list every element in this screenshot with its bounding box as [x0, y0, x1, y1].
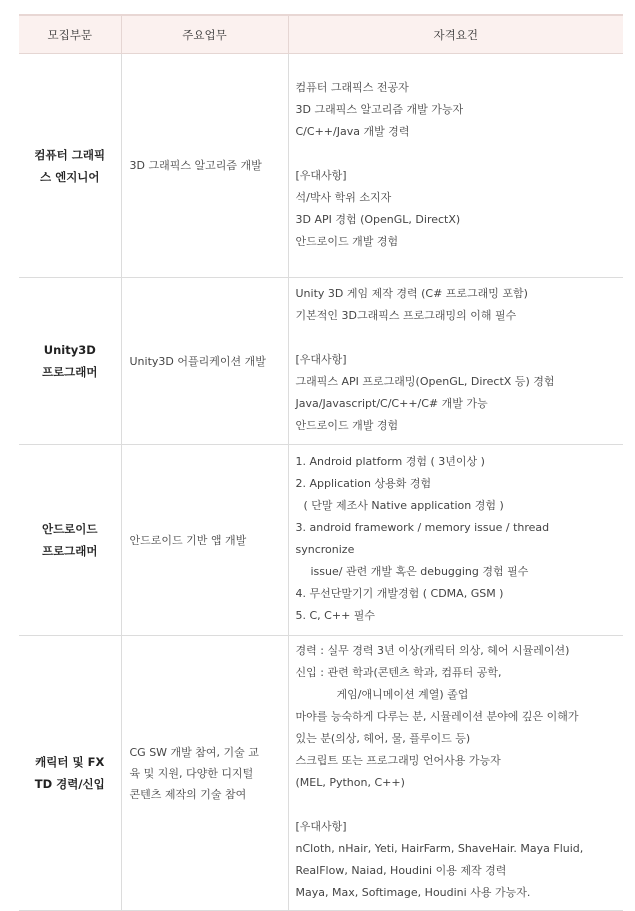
blank-line [296, 327, 617, 349]
requirement-line: Unity 3D 게임 제작 경력 (C# 프로그래밍 포함) [295, 287, 528, 300]
requirement-line: 있는 분(의상, 헤어, 물, 플루이드 등) [295, 732, 471, 745]
requirement-line: 1. Android platform 경험 ( 3년이상 ) [295, 455, 485, 468]
requirements-cell [288, 54, 623, 278]
duty-cell [121, 278, 288, 445]
dept-line: 프로그래머 [41, 544, 98, 558]
table-row [19, 54, 623, 278]
requirement-line: 5. C, C++ 필수 [295, 609, 376, 622]
requirements-cell [288, 445, 623, 636]
requirement-line: 3D API 경험 (OpenGL, DirectX) [295, 212, 461, 226]
requirement-line: 4. 무선단말기기 개발경험 ( CDMA, GSM ) [295, 587, 504, 600]
requirement-line: 안드로이드 개발 경험 [295, 234, 399, 248]
requirement-line: nCloth, nHair, Yeti, HairFarm, ShaveHair. Maya Fluid, [295, 842, 584, 855]
duty-line: 안드로이드 기반 앱 개발 [129, 533, 247, 547]
dept-cell [19, 636, 121, 911]
requirement-line: 기본적인 3D그래픽스 프로그래밍의 이해 필수 [295, 309, 517, 322]
requirement-line: (MEL, Python, C++) [295, 776, 405, 789]
requirement-line: 안드로이드 개발 경험 [295, 419, 399, 432]
header-duty: 주요업무 [121, 15, 288, 54]
requirement-line: 스크립트 또는 프로그래밍 언어사용 가능자 [295, 754, 501, 767]
blank-line [296, 794, 617, 816]
dept-line: Unity3D [43, 343, 96, 357]
dept-cell [19, 278, 121, 445]
dept-line: 캐릭터 및 FX [35, 755, 105, 769]
requirement-line: 3D 그래픽스 알고리즘 개발 가능자 [295, 102, 464, 116]
recruitment-table [19, 14, 623, 911]
table-header-row [19, 15, 623, 54]
requirement-line: issue/ 관련 개발 혹은 debugging 경험 필수 [310, 565, 529, 578]
requirement-line: syncronize [295, 543, 355, 556]
requirement-line: 신입 : 관련 학과(콘텐츠 학과, 컴퓨터 공학, [295, 666, 502, 679]
duty-cell [121, 636, 288, 911]
requirement-line: [우대사항] [295, 820, 347, 833]
duty-line: 콘텐츠 제작의 기술 참여 [129, 787, 247, 801]
requirement-line: 그래픽스 API 프로그래밍(OpenGL, DirectX 등) 경험 [295, 375, 555, 388]
dept-line: TD 경력/신입 [34, 777, 105, 791]
requirement-line: 2. Application 상용화 경험 [295, 477, 432, 490]
requirement-line: 컴퓨터 그래픽스 전공자 [295, 80, 409, 94]
dept-line: 프로그래머 [41, 365, 98, 379]
requirement-line: [우대사항] [295, 353, 347, 366]
header-requirements: 자격요건 [288, 15, 623, 54]
requirement-line: Maya, Max, Softimage, Houdini 사용 가능자. [295, 886, 531, 899]
requirement-line: ( 단말 제조사 Native application 경험 ) [303, 499, 504, 512]
requirement-line: 3. android framework / memory issue / thread [295, 521, 550, 534]
dept-line: 스 엔지니어 [39, 169, 100, 184]
duty-line: Unity3D 어플리케이션 개발 [129, 354, 266, 368]
requirement-line: Java/Javascript/C/C++/C# 개발 가능 [295, 397, 488, 410]
duty-line: CG SW 개발 참여, 기술 교 [129, 745, 259, 759]
duty-cell [121, 54, 288, 278]
duty-cell [121, 445, 288, 636]
requirement-line: 게임/애니메이션 계열) 졸업 [336, 688, 469, 701]
table-row [19, 278, 623, 445]
requirement-line: C/C++/Java 개발 경력 [295, 124, 410, 138]
duty-line: 3D 그래픽스 알고리즘 개발 [129, 159, 262, 172]
requirement-line: 마야를 능숙하게 다루는 분, 시뮬레이션 분야에 깊은 이해가 [295, 710, 579, 723]
dept-cell [19, 445, 121, 636]
table-row [19, 636, 623, 911]
duty-line: 육 및 지원, 다양한 디지털 [129, 766, 254, 780]
blank-line [296, 143, 617, 165]
requirement-line: RealFlow, Naiad, Houdini 이용 제작 경력 [295, 864, 507, 877]
requirement-line: 석/박사 학위 소지자 [295, 190, 392, 204]
dept-cell [19, 54, 121, 278]
requirements-cell [288, 278, 623, 445]
requirement-line: [우대사항] [295, 168, 347, 182]
requirement-line: 경력 : 실무 경력 3년 이상(캐릭터 의상, 헤어 시뮬레이션) [295, 644, 570, 657]
dept-line: 컴퓨터 그래픽 [34, 147, 106, 162]
requirements-cell [288, 636, 623, 911]
header-dept: 모집부문 [19, 15, 121, 54]
dept-line: 안드로이드 [41, 522, 98, 536]
table-row [19, 445, 623, 636]
